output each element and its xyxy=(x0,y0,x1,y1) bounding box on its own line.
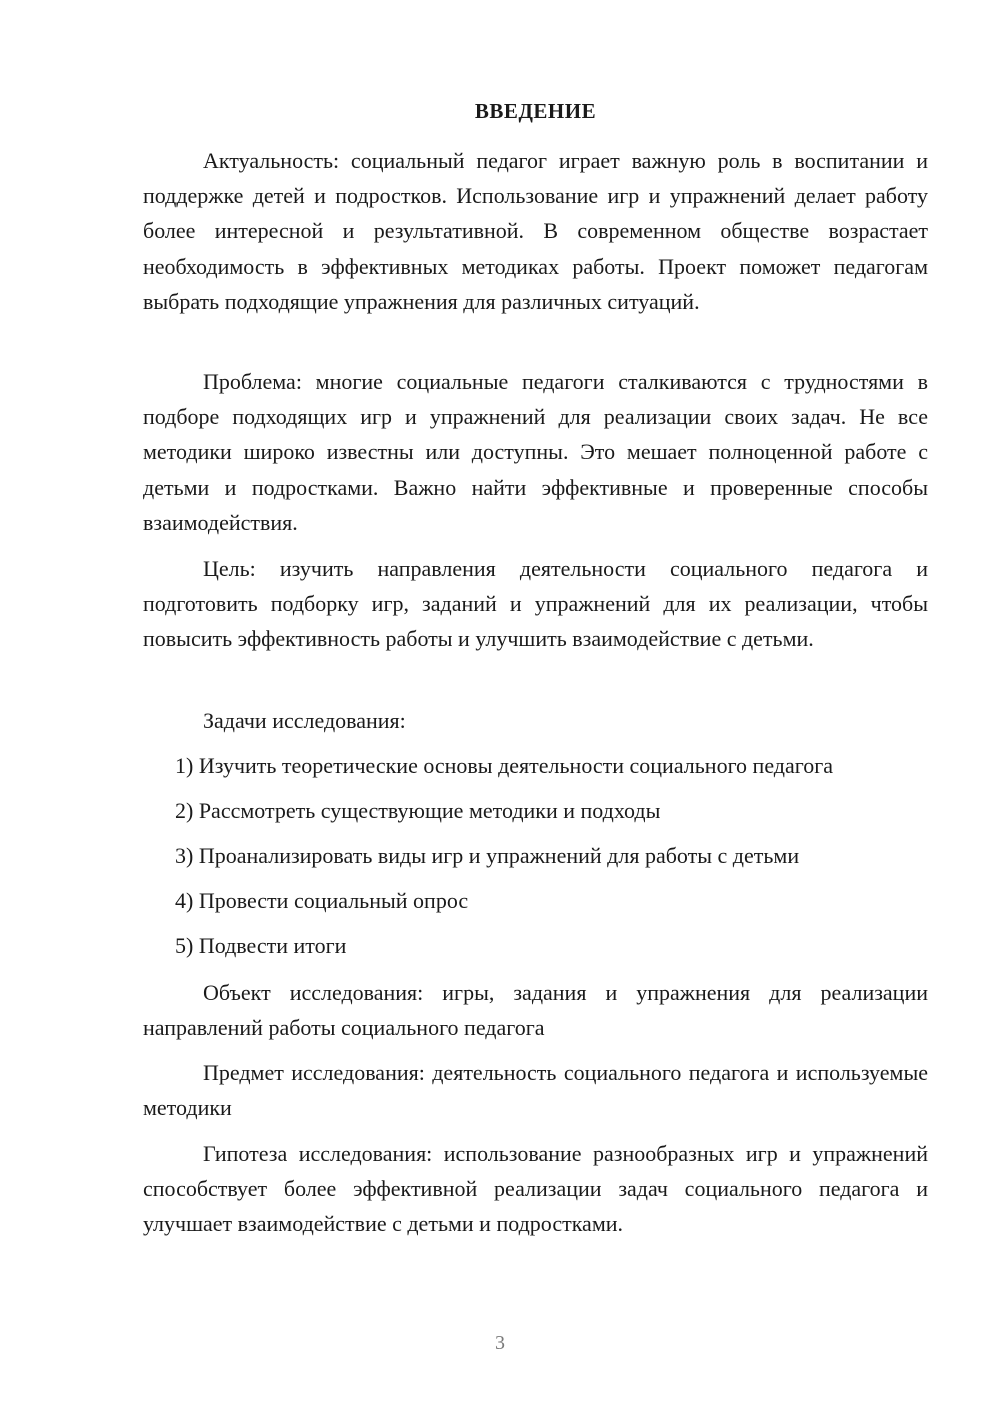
list-item: 3) Проанализировать виды игр и упражнений для работы с детьми xyxy=(175,843,800,868)
list-item: 5) Подвести итоги xyxy=(175,933,347,958)
goal-paragraph: Цель: изучить направления деятельности социального педагога и подготовить подборку игр, заданий и упражнений для их реализации, чтобы повысить эффективность работы и улучшить взаимодействие с детьми. xyxy=(143,556,928,652)
hypothesis-paragraph: Гипотеза исследования: использование разнообразных игр и упражнений способствует более эффективной реализации задач социального педагога и улучшает взаимодействие с детьми и подростками. xyxy=(143,1141,928,1237)
list-item: 2) Рассмотреть существующие методики и подходы xyxy=(175,798,661,823)
page-number: 3 xyxy=(495,1332,505,1354)
tasks-heading: Задачи исследования: xyxy=(203,708,406,733)
subject-paragraph: Предмет исследования: деятельность социального педагога и используемые методики xyxy=(143,1060,928,1121)
page-title: ВВЕДЕНИЕ xyxy=(474,99,597,123)
list-item: 4) Провести социальный опрос xyxy=(175,888,469,913)
object-paragraph: Объект исследования: игры, задания и упражнения для реализации направлений работы социального педагога xyxy=(143,980,928,1041)
list-item: 1) Изучить теоретические основы деятельности социального педагога xyxy=(175,753,834,778)
relevance-paragraph: Актуальность: социальный педагог играет важную роль в воспитании и поддержке детей и подростков. Использование игр и упражнений делает работу более интересной и результативной. В современном обществе возрастает необходимость в эффективных методиках работы. Проект поможет педагогам выбрать подходящие упражнения для различных ситуаций. xyxy=(143,148,928,314)
problem-paragraph: Проблема: многие социальные педагоги сталкиваются с трудностями в подборе подходящих игр и упражнений для реализации своих задач. Не все методики широко известны или доступны. Это мешает полноценной работе с детьми и подростками. Важно найти эффективные и проверенные способы взаимодействия. xyxy=(143,369,928,535)
